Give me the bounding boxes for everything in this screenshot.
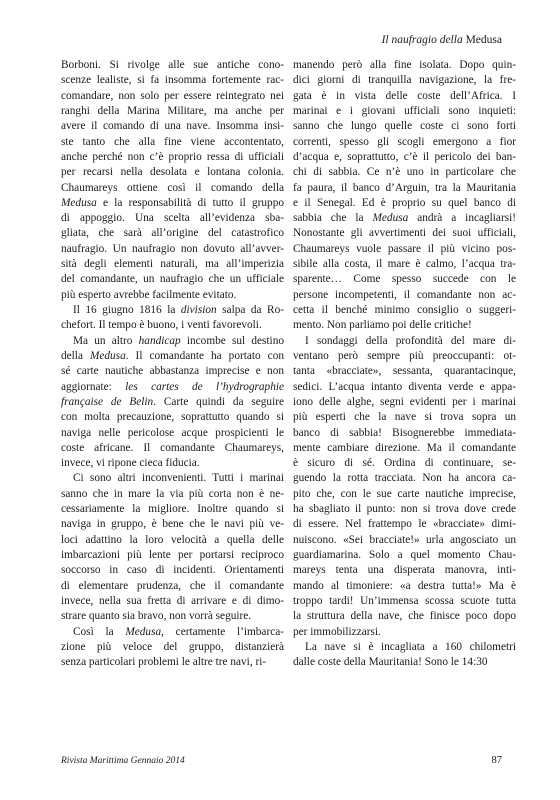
text-line: troppo tardi! Un’immensa scossa scuote tutta [293,594,516,607]
text-line: e il Senegal. Ed è proprio su quel banco di [293,196,516,209]
text-line: loci adattino la loro velocità a quella delle [61,533,284,546]
text-line: più esperti che la nave si trova sopra un [293,411,516,424]
text-line: naviga in gruppo, è bene che le navi più ve- [61,518,284,531]
text-line: è sicuro di sé. Ordina di continuare, se- [293,457,516,470]
text-line: nuiscono. «Sei bracciate!» urla angosciato un [293,533,516,546]
text-line: ranghi della Marina Militare, ma anche per [61,104,284,117]
text-line: per immobilizzarsi. [293,625,381,638]
text-line: aggiornate: les cartes de l’hydrographie [61,380,284,393]
paragraph [293,58,516,334]
text-line: Borboni. Si rivolge alle sue antiche cono- [61,59,284,71]
text-line: senza particolari problemi le altre tre navi, ri- [61,656,267,669]
text-line: Il 16 giugno 1816 la division salpa da Ro- [73,304,284,316]
text-line: di elementare prudenza, che il comandante [61,579,284,592]
text-line: guardiamarina. Solo a quel momento Chau- [293,549,516,561]
text-line: di essere. Nel frattempo le «bracciate» dimi- [293,518,516,531]
running-head-prefix: Il naufragio della [381,34,466,46]
text-line: sedici. L’acqua intanto diventa verde e appa- [293,380,516,393]
text-line: sibile alla costa, il mare è calmo, l’acqua tra- [293,258,516,271]
text-line: Così la Medusa, certamente l’imbarca- [73,625,284,638]
text-line: mando al timoniere: «a destra tutta!» Ma è [293,579,516,592]
text-line: mareys tenta una disperata manovra, inti- [293,564,516,577]
text-line: comandare, non solo per essere reintegrato nei [61,89,284,102]
text-line: sparente… Come spesso succede con le [293,273,516,286]
text-line: scenze lealiste, si fa insomma fortemente rac- [61,74,284,87]
text-line: mento. Non parliamo poi delle critiche! [293,319,472,332]
left-column [61,58,284,671]
running-head-ship: Medusa [465,34,502,46]
text-line: la struttura della nave, che finisce poco dopo [293,610,516,623]
text-line: avere il comando di una nave. Insomma insi- [61,120,284,133]
text-line: Nonostante gli avvertimenti dei suoi ufficiali, [293,227,516,240]
text-line: con molta precauzione, soprattutto quando si [61,411,284,424]
text-line: mente cambiare direzione. Ma il comandante [293,441,516,454]
text-line: per recarsi nella desolata e lontana colonia. [61,166,284,179]
text-line: Ma un altro handicap incombe sul destino [73,334,284,347]
text-line: della Medusa. Il comandante ha portato con [61,349,284,362]
text-line: cessariamente la migliore. Inoltre quando si [61,503,284,516]
text-line: manendo però alla fine isolata. Dopo quin- [293,59,516,71]
paragraph [61,625,284,671]
text-line: banco di sabbia! Bisognerebbe immediata- [293,426,516,439]
text-line: chefort. Il tempo è buono, i venti favorevoli. [61,319,262,332]
text-line: zione più veloce del gruppo, distanzierà [61,640,284,653]
paragraph [61,334,284,472]
paragraph [61,303,284,334]
text-line: correnti, spesso gli scogli emergono a fior [293,135,516,148]
text-line: gata è in vista delle coste dell’Africa. I [293,89,516,102]
text-line: gliata, che sarà all’origine del catastrofico [61,227,284,240]
text-line: pito che, con le sue carte nautiche imprecise, [293,487,516,500]
text-line: sanno che in mare la via più corta non è ne- [61,487,284,500]
page-number: 87 [491,755,502,766]
right-column [293,58,516,671]
text-line: soccorso in caso di incidenti. Orientamenti [61,564,284,577]
text-line: dici giorni di tranquilla navigazione, la fre- [293,74,516,87]
paragraph [293,640,516,671]
text-line: cetta il benché minimo consiglio o suggeri- [293,304,516,316]
text-line: La nave si è incagliata a 160 chilometri [305,640,516,653]
text-line: sé carte nautiche abbastanza imprecise e non [61,365,284,378]
running-head [382,34,502,46]
text-line: I sondaggi della profondità del mare di- [305,334,516,347]
text-line: fa paura, il banco d’Arguin, tra la Mauritania [293,181,516,194]
text-line: Ci sono altri inconvenienti. Tutti i marinai [73,472,284,485]
text-line: ventano però sempre più preoccupanti: ot- [293,349,516,362]
text-line: ste tanto che alla fine viene accontentato, [61,135,284,148]
text-line: naufragio. Un naufragio non dovuto all’avver- [61,242,284,255]
text-line: strare quanto sia bravo, non vorrà seguire. [61,610,252,623]
text-line: Chaumareys ottiene così il comando della [61,181,284,194]
text-line: Chaumareys vuole passare il più vicino pos- [293,242,516,255]
text-line: française de Belin. Carte quindi da seguire [61,395,284,408]
text-line: sità degli elementi naturali, ma all’imperizia [61,258,284,271]
paragraph [61,58,284,303]
text-line: Medusa e la responsabilità di tutto il gruppo [61,196,284,209]
text-line: anche perché non c’è proprio ressa di ufficiali [61,150,284,163]
text-line: naviga nelle pericolose acque prospicienti le [61,426,284,439]
paragraph [61,471,284,624]
text-line: iono delle alghe, segni evidenti per i marinai [293,395,516,408]
paragraph [293,334,516,640]
text-line: di appoggio. Una scelta all’evidenza sba- [61,212,284,225]
text-line: persone incompetenti, il comandante non ac- [293,288,516,301]
text-line: chi di sabbia. Ce n’è uno in particolare che [293,166,516,179]
text-line: invece, nella sua fretta di arrivare e di dimo- [61,594,284,607]
text-line: guendo la rotta tracciata. Non ha ancora ca- [293,472,516,485]
text-line: del comandante, un naufragio che un ufficiale [61,273,284,286]
text-line: tanta «bracciate», sessanta, quarantacinque, [293,365,516,378]
text-line: marinai e i giovani ufficiali sono inquieti: [293,104,516,117]
text-line: sanno che lungo quelle coste ci sono forti [293,120,516,133]
footer-journal: Rivista Marittima Gennaio 2014 [61,756,185,766]
text-line: ha sbagliato il punto: non si trova dove crede [293,503,516,516]
text-line: più esperto avrebbe facilmente evitato. [61,288,237,301]
text-line: imbarcazioni più lente per portarsi reciproco [61,549,284,561]
text-line: coste africane. Il comandante Chaumareys, [61,441,284,454]
text-line: invece, vi ripone cieca fiducia. [61,457,200,470]
text-line: sabbia che la Medusa andrà a incagliarsi! [293,212,516,225]
text-line: d’acqua e, soprattutto, c’è il pericolo dei ban- [293,150,516,163]
text-line: dalle coste della Mauritania! Sono le 14:30 [293,656,488,669]
